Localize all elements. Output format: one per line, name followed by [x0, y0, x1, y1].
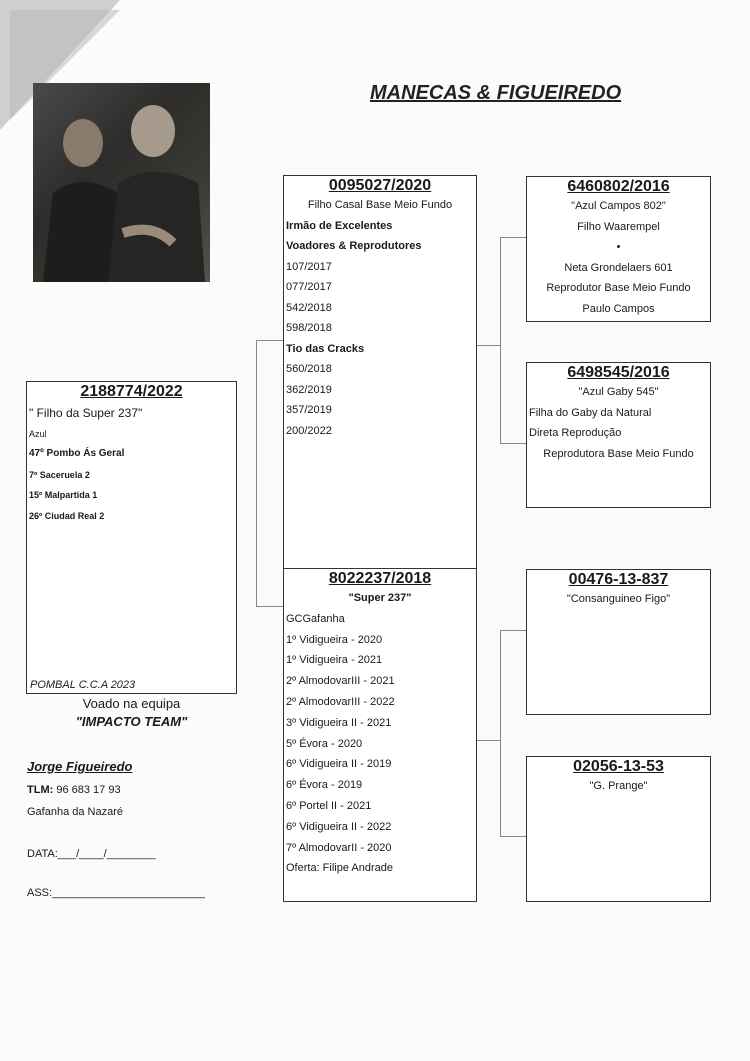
dam-sire-card — [526, 569, 711, 715]
dam-detail-line: 6º Vidigueira II - 2022 — [286, 820, 392, 833]
sire-dam-ring: 6498545/2016 — [567, 364, 670, 381]
team-line-1: Voado na equipa — [82, 696, 181, 711]
date-field[interactable]: DATA:___/____/________ — [27, 848, 156, 860]
main-bird-detail-line: 26º Ciudad Real 2 — [29, 510, 105, 521]
signature-field[interactable]: ASS:_________________________ — [27, 887, 206, 899]
page-title: MANECAS & FIGUEIREDO — [370, 82, 622, 104]
main-bird-ring: 2188774/2022 — [80, 383, 183, 400]
main-bird-detail-line: " Filho da Super 237" — [29, 406, 143, 420]
sire-detail-line: 362/2019 — [286, 383, 332, 396]
sire-sire-ring: 6460802/2016 — [567, 178, 670, 195]
dam-detail-line: "Super 237" — [348, 592, 412, 604]
sire-details — [284, 195, 476, 441]
phone-label: TLM: — [27, 784, 54, 796]
sire-detail-line: Irmão de Excelentes — [286, 219, 393, 232]
main-bird-footer: POMBAL C.C.A 2023 — [30, 679, 136, 691]
sire-detail-line: 542/2018 — [286, 301, 332, 314]
main-bird-detail-line: 7º Saceruela 2 — [29, 469, 90, 480]
connector-main — [256, 340, 283, 607]
sire-detail-line: 598/2018 — [286, 322, 332, 334]
sire-dam-detail-line: "Azul Gaby 545" — [578, 386, 659, 398]
sire-sire-detail-line: Reprodutor Base Meio Fundo — [546, 282, 691, 294]
sire-detail-line: 200/2022 — [286, 424, 332, 437]
dam-detail-line: 7º AlmodovarII - 2020 — [286, 841, 392, 854]
main-bird-detail-line: 47º Pombo Ás Geral — [29, 448, 125, 459]
owners-photo — [33, 83, 210, 282]
dam-dam-ring: 02056-13-53 — [573, 758, 664, 775]
photo-figures-image — [33, 83, 210, 282]
owner-name: Jorge Figueiredo — [27, 759, 133, 774]
sire-sire-detail-line: Paulo Campos — [582, 302, 655, 315]
dam-sire-ring: 00476-13-837 — [568, 571, 669, 588]
sire-sire-card — [526, 176, 711, 322]
sire-dam-detail-line: Filha do Gaby da Natural — [529, 406, 652, 419]
connector-dam-out — [476, 730, 501, 741]
team-line-2: "IMPACTO TEAM" — [75, 714, 188, 729]
sire-ring: 0095027/2020 — [328, 177, 432, 194]
dam-detail-line: Oferta: Filipe Andrade — [286, 862, 394, 875]
sire-detail-line: Filho Casal Base Meio Fundo — [307, 199, 453, 211]
phone-value: 96 683 17 93 — [56, 784, 121, 796]
main-bird-detail-line: 15º Malpartida 1 — [29, 490, 98, 500]
dam-detail-line: 6º Portel II - 2021 — [286, 799, 372, 812]
dam-card — [283, 568, 477, 902]
owner-location: Gafanha da Nazaré — [27, 806, 124, 818]
sire-detail-line: 107/2017 — [286, 260, 332, 273]
dam-ring: 8022237/2018 — [328, 570, 432, 587]
sire-detail-line: Voadores & Reprodutores — [286, 240, 422, 252]
main-bird-card — [26, 381, 237, 694]
sire-sire-details — [527, 196, 710, 319]
dam-detail-line: 6º Évora - 2019 — [286, 779, 363, 792]
sire-detail-line: 077/2017 — [286, 281, 332, 293]
dam-dam-detail-line: "G. Prange" — [589, 780, 648, 792]
sire-sire-detail-line: • — [616, 241, 621, 253]
dam-sire-details — [527, 589, 710, 610]
owner-phone — [27, 784, 121, 796]
sire-dam-detail-line: Reprodutora Base Meio Fundo — [543, 447, 694, 460]
connector-sire — [500, 237, 527, 444]
dam-detail-line: GCGafanha — [286, 612, 345, 625]
sire-detail-line: 357/2019 — [286, 404, 332, 416]
dam-dam-card — [526, 756, 711, 902]
dam-dam-details — [527, 776, 710, 797]
dam-detail-line: 1º Vidigueira - 2020 — [286, 633, 383, 646]
sire-sire-detail-line: Neta Grondelaers 601 — [564, 261, 673, 274]
sire-dam-card — [526, 362, 711, 508]
sire-dam-detail-line: Direta Reprodução — [529, 427, 622, 439]
sire-sire-detail-line: Filho Waarempel — [577, 220, 660, 233]
dam-detail-line: 1º Vidigueira - 2021 — [286, 654, 383, 667]
sire-sire-detail-line: "Azul Campos 802" — [571, 200, 666, 212]
dam-detail-line: 6º Vidigueira II - 2019 — [286, 758, 392, 771]
sire-card — [283, 175, 477, 569]
dam-sire-detail-line: "Consanguineo Figo" — [566, 593, 671, 605]
dam-detail-line: 3º Vidigueira II - 2021 — [286, 716, 392, 729]
dam-detail-line: 2º AlmodovarIII - 2021 — [286, 675, 395, 688]
sire-dam-details — [527, 382, 710, 464]
main-bird-detail-line: Azul — [29, 428, 47, 439]
dam-detail-line: 2º AlmodovarIII - 2022 — [286, 695, 395, 708]
dam-details — [284, 588, 476, 879]
connector-sire-out — [476, 335, 501, 346]
main-bird-details — [27, 403, 236, 526]
connector-dam — [500, 630, 527, 837]
dam-detail-line: 5º Évora - 2020 — [286, 737, 363, 750]
sire-detail-line: 560/2018 — [286, 363, 332, 375]
sire-detail-line: Tio das Cracks — [286, 342, 365, 355]
